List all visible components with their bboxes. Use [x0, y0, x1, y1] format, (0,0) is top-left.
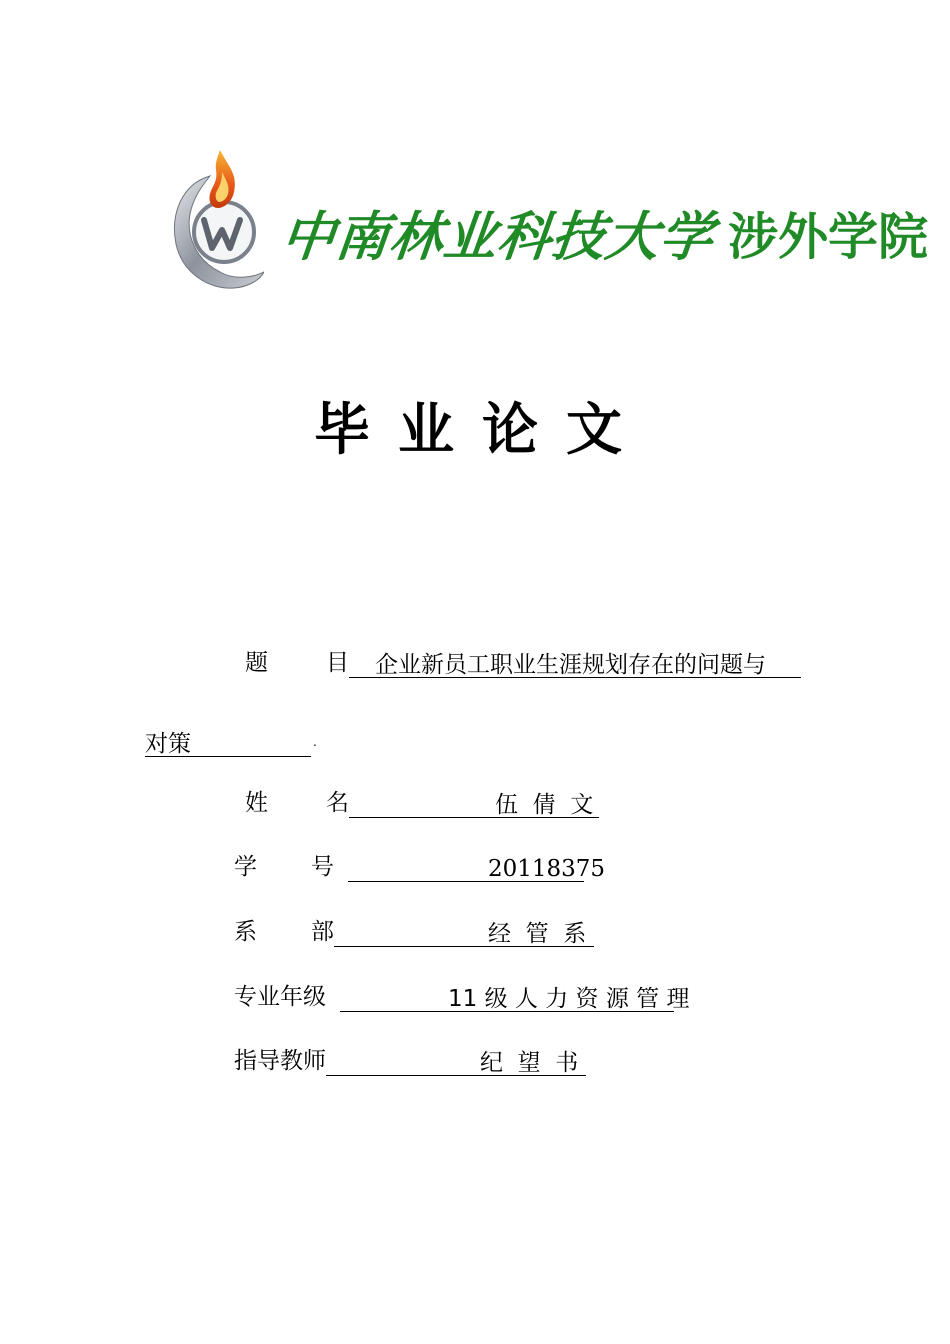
major-grade-value-line — [340, 984, 690, 1012]
topic-value-line-1 — [349, 650, 801, 678]
school-department: 涉外学院 — [728, 208, 928, 266]
dept-label-char-1: 系 — [234, 919, 257, 945]
school-emblem-flame-icon — [168, 148, 264, 296]
name-value-line — [349, 790, 599, 818]
school-name-banner — [278, 178, 928, 288]
name-label-char-2: 名 — [326, 790, 349, 816]
department-value-line — [334, 919, 594, 947]
department-value: 经 管 系 — [488, 921, 587, 947]
major-grade-value: 11 级 人 力 资 源 管 理 — [448, 986, 690, 1012]
topic-trailing-mark: . — [313, 735, 317, 749]
school-name: 中南林业科技大学 — [278, 206, 717, 268]
advisor-value: 纪 望 书 — [480, 1050, 579, 1076]
advisor-label: 指导教师 — [234, 1048, 326, 1074]
dept-label-char-2: 部 — [311, 919, 334, 945]
name-value: 伍 倩 文 — [495, 792, 594, 818]
id-label-char-1: 学 — [234, 854, 257, 880]
name-label-char-1: 姓 — [245, 790, 268, 816]
topic-label-char-2: 目 — [326, 650, 349, 676]
major-grade-field-row — [234, 982, 690, 1012]
major-grade-label: 专业年级 — [234, 984, 326, 1010]
name-field-row — [245, 788, 599, 818]
document-title: 毕业论文 — [314, 398, 650, 463]
id-label-char-2: 号 — [311, 854, 334, 880]
topic-field-continuation — [145, 724, 317, 757]
topic-field-row — [245, 648, 801, 678]
topic-value-line-2 — [145, 729, 313, 757]
advisor-value-line — [326, 1048, 586, 1076]
student-id-value: 20118375 — [488, 856, 606, 882]
advisor-field-row — [234, 1046, 586, 1076]
topic-value-text-1: 企业新员工职业生涯规划存在的问题与 — [375, 652, 766, 678]
student-id-value-line — [348, 854, 606, 882]
department-field-row — [234, 917, 594, 947]
topic-value-text-2: 对策 — [145, 731, 191, 757]
student-id-field-row — [234, 852, 606, 882]
topic-label-char-1: 题 — [245, 650, 268, 676]
